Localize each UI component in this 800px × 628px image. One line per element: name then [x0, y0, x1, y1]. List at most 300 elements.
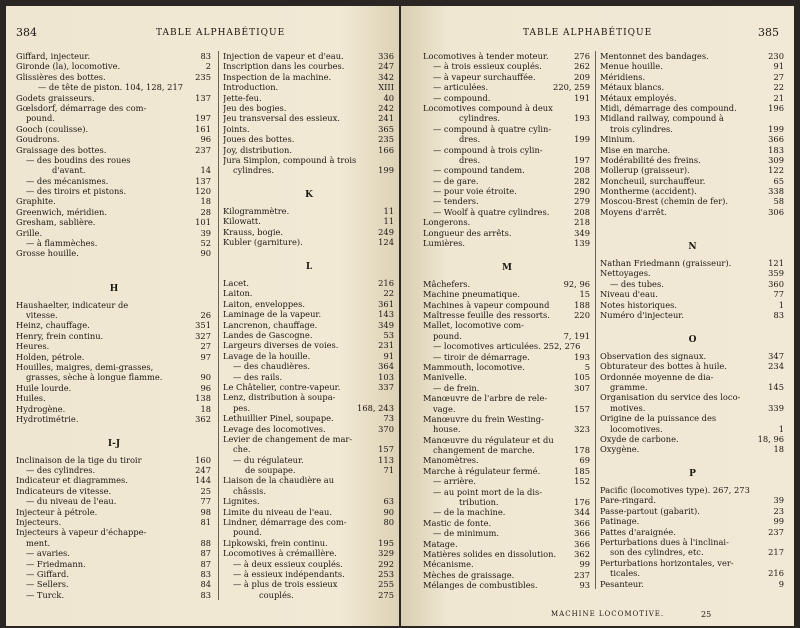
index-entry	[600, 444, 785, 454]
index-entry	[223, 134, 395, 144]
spacer	[600, 228, 785, 238]
entry-page-ref: 22	[383, 288, 394, 299]
entry-term: trois cylindres.	[610, 123, 673, 134]
index-entry	[16, 310, 212, 320]
index-entry	[600, 403, 785, 413]
index-entry	[423, 72, 591, 82]
entry-term: Patinage.	[600, 516, 640, 527]
entry-term: Oxyde de carbone.	[600, 433, 679, 444]
entry-term: Mécanisme.	[423, 559, 474, 570]
entry-term: Introduction.	[223, 82, 279, 93]
index-entry	[223, 372, 395, 382]
index-entry	[423, 196, 591, 206]
index-entry	[223, 72, 395, 82]
index-entry	[423, 331, 591, 341]
entry-page-ref: 290	[574, 186, 590, 197]
footer-signature: MACHINE LOCOMOTIVE.	[551, 610, 665, 618]
spacer	[16, 259, 212, 269]
entry-page-ref: 209	[574, 71, 590, 82]
index-entry	[600, 134, 785, 144]
index-entry	[223, 278, 395, 288]
running-header: TABLE ALPHABÉTIQUE	[156, 28, 286, 38]
index-entry	[223, 538, 395, 548]
index-entry	[223, 517, 395, 527]
entry-page-ref: 18	[200, 196, 211, 207]
entry-term: — des boudins des roues	[26, 154, 131, 165]
index-entry	[16, 414, 212, 424]
entry-page-ref: 22	[773, 82, 784, 93]
entry-page-ref: 366	[768, 134, 784, 145]
entry-term: Huile lourde.	[16, 382, 72, 393]
entry-term: cylindres.	[459, 113, 501, 124]
index-entry	[16, 196, 212, 206]
entry-page-ref: 152	[574, 476, 590, 487]
entry-page-ref: 113	[378, 454, 394, 465]
index-entry	[16, 134, 212, 144]
index-entry	[423, 124, 591, 134]
entry-page-ref: 83	[200, 568, 211, 579]
entry-term: Injecteurs.	[16, 517, 62, 528]
entry-term: Ordonnée moyenne de dia-	[600, 371, 714, 382]
index-entry	[600, 145, 785, 155]
entry-page-ref: 237	[768, 526, 784, 537]
index-entry	[16, 155, 212, 165]
entry-term: Kilogrammètre.	[223, 206, 290, 217]
entry-page-ref: 235	[195, 71, 211, 82]
entry-page-ref: 370	[378, 423, 394, 434]
index-entry	[223, 434, 395, 444]
entry-term: Mise en marche.	[600, 144, 671, 155]
entry-page-ref: 1	[778, 299, 784, 310]
index-entry	[600, 51, 785, 61]
entry-page-ref: 144	[195, 475, 211, 486]
index-entry	[16, 486, 212, 496]
entry-page-ref: 351	[195, 320, 211, 331]
entry-page-ref: 88	[200, 537, 211, 548]
entry-page-ref: 103	[378, 371, 394, 382]
entry-page-ref: 208	[574, 165, 590, 176]
entry-page-ref: 27	[200, 341, 211, 352]
entry-page-ref: 73	[383, 413, 394, 424]
entry-term: Lipkowski, frein continu.	[223, 537, 328, 548]
entry-page-ref: 90	[200, 248, 211, 259]
index-entry	[423, 487, 591, 497]
entry-page-ref: 2	[205, 61, 211, 72]
index-entry	[600, 289, 785, 299]
entry-page-ref: 25	[200, 485, 211, 496]
index-entry	[16, 548, 212, 558]
entry-term: Matage.	[423, 538, 458, 549]
index-entry	[223, 465, 395, 475]
entry-term: Henry, frein continu.	[16, 330, 104, 341]
entry-term: Métaux blancs.	[600, 82, 665, 93]
entry-term: Grille.	[16, 227, 43, 238]
entry-term: Haushaelter, indicateur de	[16, 299, 129, 310]
entry-page-ref: 15	[579, 289, 590, 300]
index-entry	[423, 289, 591, 299]
entry-term: Levage des locomotives.	[223, 423, 326, 434]
entry-page-ref: 83	[200, 589, 211, 600]
entry-page-ref: 63	[383, 496, 394, 507]
entry-term: Oxygène.	[600, 444, 640, 455]
entry-page-ref: 217	[768, 547, 784, 558]
entry-page-ref: 81	[200, 517, 211, 528]
index-entry	[600, 361, 785, 371]
entry-page-ref: 27	[773, 71, 784, 82]
entry-term: — de tête de piston. 104, 128, 217	[38, 82, 184, 93]
entry-page-ref: 366	[574, 538, 590, 549]
entry-term: Jette-feu.	[223, 92, 262, 103]
entry-page-ref: 23	[773, 505, 784, 516]
entry-page-ref: 161	[195, 123, 211, 134]
index-entry	[223, 559, 395, 569]
entry-page-ref: 99	[579, 559, 590, 570]
entry-term: Passe-partout (gabarit).	[600, 505, 700, 516]
entry-page-ref: 122	[768, 165, 784, 176]
entry-term: — des chaudières.	[233, 361, 310, 372]
entry-term: Graphite.	[16, 196, 56, 207]
index-entry	[423, 300, 591, 310]
entry-term: locomotives.	[610, 423, 663, 434]
entry-page-ref: 336	[378, 51, 394, 61]
entry-term: Grosse houille.	[16, 248, 79, 259]
entry-term: grasses, sèche à longue flamme.	[26, 372, 163, 383]
index-entry	[423, 362, 591, 372]
section-letter: L	[305, 262, 313, 273]
entry-term: — Sellers.	[26, 579, 69, 590]
entry-page-ref: 65	[773, 175, 784, 186]
entry-term: Greenwich, méridien.	[16, 206, 108, 217]
entry-page-ref: 327	[195, 330, 211, 341]
entry-term: — à trois essieux couplés.	[433, 61, 542, 72]
entry-term: Inscription dans les courbes.	[223, 61, 345, 72]
entry-term: Joints.	[223, 123, 250, 134]
index-entry	[600, 165, 785, 175]
entry-term: — pour voie étroite.	[433, 186, 517, 197]
entry-page-ref: 230	[768, 51, 784, 61]
entry-page-ref: 366	[574, 517, 590, 528]
entry-term: — locomotives articulées. 252, 276	[433, 341, 581, 352]
entry-page-ref: 359	[768, 268, 784, 279]
entry-term: Manœuvre du frein Westing-	[423, 413, 544, 424]
entry-term: ticales.	[610, 568, 641, 579]
entry-term: Liaison de la chaudière au	[223, 475, 335, 486]
entry-term: — de minimum.	[433, 528, 500, 539]
entry-term: Inclinaison de la tige du tiroir	[16, 454, 142, 465]
entry-page-ref: 18	[773, 444, 784, 455]
entry-term: Jura Simplon, compound à trois	[223, 154, 357, 165]
entry-term: châssis.	[233, 485, 267, 496]
index-entry	[16, 113, 212, 123]
entry-page-ref: 105	[574, 372, 590, 383]
entry-term: — Woolf à quatre cylindres.	[433, 206, 550, 217]
entry-term: Minium.	[600, 134, 635, 145]
index-entry	[600, 113, 785, 123]
entry-page-ref: 199	[768, 123, 784, 134]
entry-term: — de frein.	[433, 382, 480, 393]
entry-page-ref: 344	[574, 507, 590, 518]
index-entry	[600, 258, 785, 268]
entry-term: son des cylindres, etc.	[610, 547, 704, 558]
entry-term: Organisation du service des loco-	[600, 392, 741, 403]
entry-term: Gresham, sablière.	[16, 217, 96, 228]
entry-term: Houilles, maigres, demi-grasses,	[16, 361, 154, 372]
index-entry	[223, 569, 395, 579]
index-entry	[223, 496, 395, 506]
entry-term: Longerons.	[423, 217, 471, 228]
entry-page-ref: 276	[574, 51, 590, 61]
index-entry	[423, 580, 591, 590]
entry-term: Lenz, distribution à soupa-	[223, 392, 336, 403]
entry-term: gramme.	[610, 381, 648, 392]
index-entry	[600, 382, 785, 392]
entry-page-ref: 249	[378, 226, 394, 237]
entry-term: — des mécanismes.	[26, 175, 109, 186]
index-entry	[16, 145, 212, 155]
entry-term: Gœlsdorf, démarrage des com-	[16, 102, 147, 113]
index-entry	[423, 435, 591, 445]
entry-page-ref: 18, 96	[757, 433, 784, 444]
index-entry	[423, 51, 591, 61]
entry-term: Moscou-Brest (chemin de fer).	[600, 196, 729, 207]
entry-page-ref: 80	[383, 517, 394, 528]
entry-page-ref: 96	[200, 382, 211, 393]
entry-term: Menue houille.	[600, 61, 663, 72]
spacer	[423, 248, 591, 258]
entry-page-ref: 160	[195, 454, 211, 465]
index-entry	[223, 590, 395, 600]
index-entry	[600, 372, 785, 382]
index-entry	[423, 393, 591, 403]
entry-term: Injecteur à pétrole.	[16, 506, 98, 517]
index-entry	[223, 124, 395, 134]
entry-term: Lethuillier Pinel, soupape.	[223, 413, 334, 424]
entry-term: Largeurs diverses de voies.	[223, 340, 339, 351]
index-entry	[600, 82, 785, 92]
index-entry	[600, 300, 785, 310]
entry-page-ref: 92, 96	[563, 278, 590, 289]
entry-term: Godets graisseurs.	[16, 92, 95, 103]
entry-page-ref: 262	[574, 61, 590, 72]
index-entry	[16, 590, 212, 600]
entry-term: d'avant.	[52, 165, 86, 176]
entry-page-ref: 235	[378, 134, 394, 145]
entry-term: — de la machine.	[433, 507, 506, 518]
entry-page-ref: 196	[768, 102, 784, 113]
index-entry	[223, 486, 395, 496]
entry-term: Holden, pétrole.	[16, 351, 85, 362]
index-entry	[16, 559, 212, 569]
index-entry	[223, 507, 395, 517]
index-entry	[223, 206, 395, 216]
index-entry	[223, 93, 395, 103]
entry-page-ref: 323	[574, 424, 590, 435]
entry-term: Modérabilité des freins.	[600, 154, 701, 165]
entry-term: Mollerup (graisseur).	[600, 165, 690, 176]
entry-term: Hydrotimétrie.	[16, 413, 79, 424]
index-entry	[223, 392, 395, 402]
entry-term: Machine pneumatique.	[423, 289, 520, 300]
right-page	[401, 6, 794, 626]
index-entry	[423, 352, 591, 362]
entry-page-ref: 193	[574, 113, 590, 124]
entry-page-ref: 195	[378, 537, 394, 548]
entry-term: Heures.	[16, 341, 50, 352]
entry-page-ref: 87	[200, 558, 211, 569]
entry-term: Injection de vapeur et d'eau.	[223, 51, 344, 61]
entry-page-ref: 91	[773, 61, 784, 72]
entry-term: Indicateurs de vitesse.	[16, 485, 112, 496]
index-entry	[223, 227, 395, 237]
index-entry	[423, 404, 591, 414]
entry-term: Pesanteur.	[600, 578, 644, 589]
entry-term: Giffard, injecteur.	[16, 51, 91, 61]
index-entry	[600, 72, 785, 82]
entry-page-ref: 342	[378, 71, 394, 82]
entry-term: house.	[433, 424, 461, 435]
entry-term: Joy, distribution.	[223, 144, 292, 155]
entry-term: Levier de changement de mar-	[223, 433, 353, 444]
index-entry	[16, 331, 212, 341]
entry-term: Joues des bottes.	[223, 134, 295, 145]
entry-page-ref: 137	[195, 175, 211, 186]
section-letter: M	[502, 262, 512, 273]
entry-page-ref: 337	[378, 381, 394, 392]
index-entry	[223, 309, 395, 319]
entry-term: Matières solides en dissolution.	[423, 548, 557, 559]
entry-term: Laminage de la vapeur.	[223, 309, 322, 320]
entry-page-ref: 11	[383, 206, 394, 217]
entry-term: Marche à régulateur fermé.	[423, 465, 541, 476]
index-column	[16, 51, 212, 600]
index-entry	[600, 558, 785, 568]
index-entry	[16, 496, 212, 506]
entry-page-ref: 176	[574, 497, 590, 508]
entry-term: Mèches de graissage.	[423, 569, 515, 580]
index-entry	[16, 51, 212, 61]
entry-term: Kubler (garniture).	[223, 237, 303, 248]
entry-page-ref: 143	[378, 309, 394, 320]
section-letter: K	[305, 190, 313, 201]
index-entry	[16, 507, 212, 517]
entry-term: Pacific (locomotives type). 267, 273	[600, 485, 750, 496]
entry-term: pound.	[26, 113, 55, 124]
entry-page-ref: 9	[778, 578, 784, 589]
entry-term: — à essieux indépendants.	[233, 568, 345, 579]
entry-page-ref: 199	[378, 165, 394, 176]
entry-page-ref: 253	[378, 568, 394, 579]
entry-page-ref: 188	[574, 299, 590, 310]
entry-term: Métaux employés.	[600, 92, 677, 103]
index-entry	[223, 444, 395, 454]
entry-page-ref: 197	[574, 154, 590, 165]
index-entry	[16, 372, 212, 382]
entry-term: couplés.	[259, 589, 294, 600]
entry-term: Heinz, chauffage.	[16, 320, 90, 331]
index-entry	[16, 176, 212, 186]
index-entry	[223, 103, 395, 113]
entry-page-ref: 77	[200, 496, 211, 507]
index-entry	[16, 455, 212, 465]
spacer	[223, 176, 395, 186]
entry-page-ref: 309	[768, 154, 784, 165]
entry-page-ref: 96	[200, 134, 211, 145]
entry-page-ref: 18	[200, 403, 211, 414]
section-letter: H	[109, 283, 119, 294]
index-entry	[600, 93, 785, 103]
entry-term: Machines à vapeur compound	[423, 299, 550, 310]
left-page	[6, 6, 399, 626]
index-entry	[423, 549, 591, 559]
index-entry	[600, 279, 785, 289]
entry-term: Goudrons.	[16, 134, 60, 145]
spacer	[223, 248, 395, 258]
index-entry	[16, 124, 212, 134]
section-letter: I-J	[107, 438, 121, 449]
index-entry	[16, 475, 212, 485]
index-entry	[600, 537, 785, 547]
entry-page-ref: 306	[768, 206, 784, 217]
entry-term: — du régulateur.	[233, 454, 304, 465]
entry-term: — articulées.	[433, 82, 489, 93]
index-entry	[16, 527, 212, 537]
index-entry	[223, 351, 395, 361]
index-entry	[600, 527, 785, 537]
index-entry	[223, 320, 395, 330]
index-entry	[423, 497, 591, 507]
entry-term: Manœuvre du régulateur et du	[423, 434, 554, 445]
entry-term: Injecteurs à vapeur d'échappe-	[16, 527, 147, 538]
entry-page-ref: 40	[383, 92, 394, 103]
index-entry	[16, 61, 212, 71]
index-entry	[600, 485, 785, 495]
index-entry	[16, 300, 212, 310]
index-entry	[423, 279, 591, 289]
index-entry	[223, 51, 395, 61]
entry-page-ref: 26	[200, 309, 211, 320]
index-entry	[600, 424, 785, 434]
entry-page-ref: 338	[768, 186, 784, 197]
index-entry	[600, 61, 785, 71]
index-entry	[223, 455, 395, 465]
entry-page-ref: 83	[200, 51, 211, 61]
index-entry	[16, 72, 212, 82]
entry-page-ref: 191	[574, 92, 590, 103]
index-entry	[600, 547, 785, 557]
spacer	[600, 455, 785, 465]
index-entry	[423, 466, 591, 476]
entry-term: Gooch (coulisse).	[16, 123, 89, 134]
entry-page-ref: 168, 243	[357, 402, 394, 413]
index-entry	[423, 145, 591, 155]
entry-term: — à flammèches.	[26, 238, 98, 249]
index-entry	[600, 103, 785, 113]
entry-page-ref: 360	[768, 278, 784, 289]
entry-term: Indicateur et diagrammes.	[16, 475, 128, 486]
entry-term: Montherme (accident).	[600, 186, 697, 197]
entry-term: — Turck.	[26, 589, 65, 600]
index-entry	[223, 340, 395, 350]
index-entry	[423, 507, 591, 517]
index-entry	[423, 155, 591, 165]
entry-page-ref: 361	[378, 298, 394, 309]
index-entry	[223, 579, 395, 589]
entry-page-ref: 83	[773, 309, 784, 320]
entry-term: — compound à quatre cylin-	[433, 123, 552, 134]
index-entry	[600, 310, 785, 320]
entry-page-ref: 157	[574, 403, 590, 414]
entry-page-ref: 120	[195, 186, 211, 197]
